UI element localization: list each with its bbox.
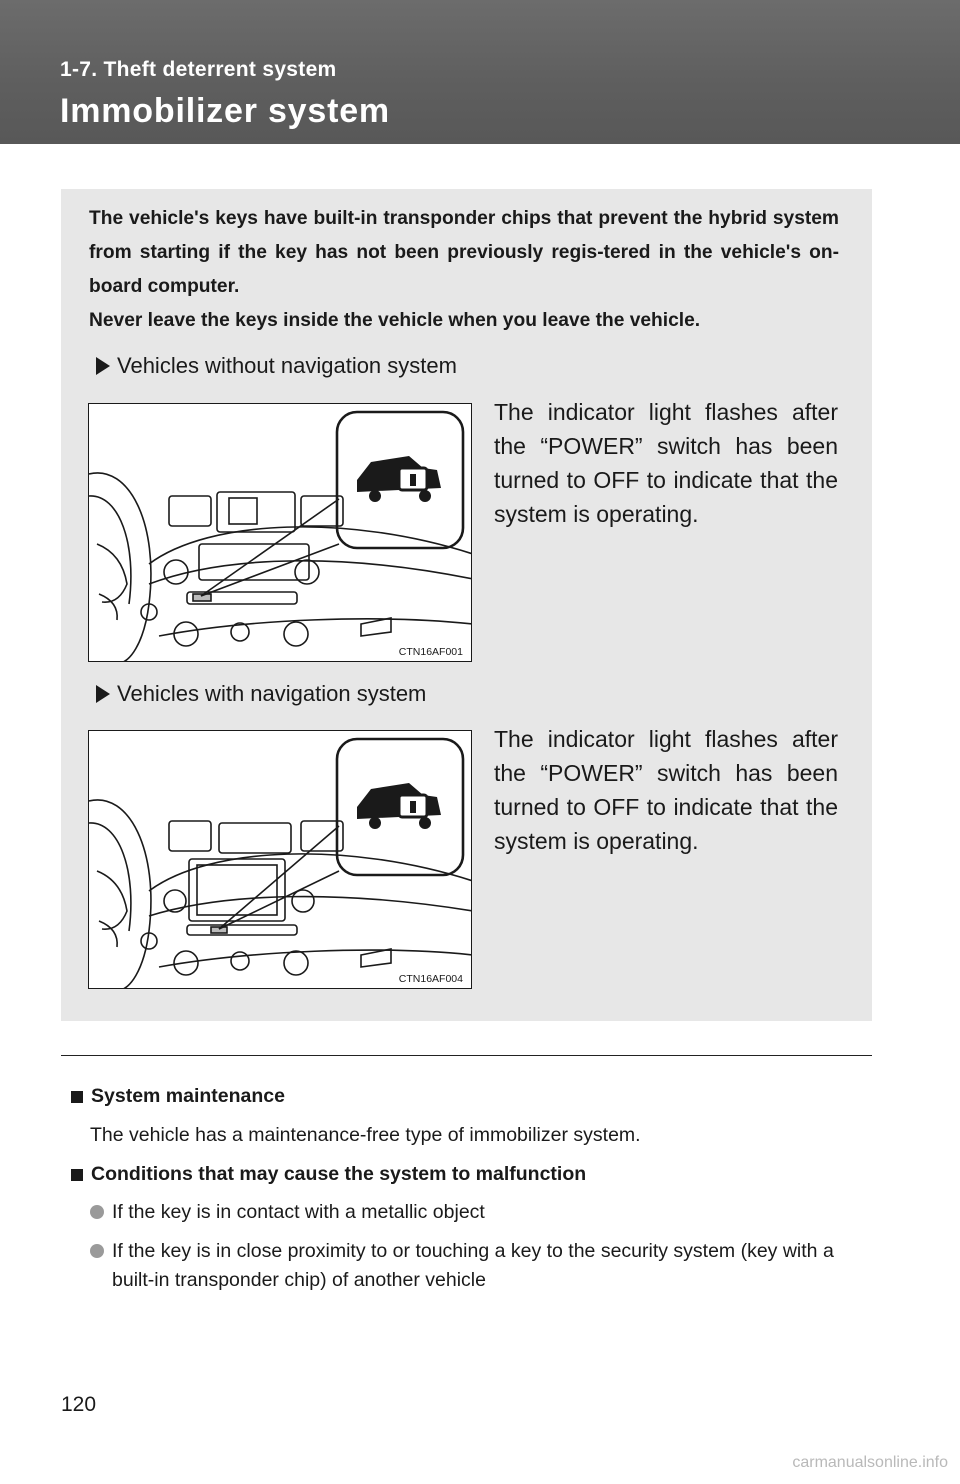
- dashboard-drawing: [89, 731, 472, 989]
- section-divider: [61, 1055, 872, 1056]
- section-label: 1-7. Theft deterrent system: [60, 58, 337, 81]
- watermark: carmanualsonline.info: [792, 1454, 948, 1471]
- variant-heading-nav: [96, 680, 426, 708]
- maintenance-heading: [71, 1085, 285, 1108]
- malfunction-heading: [71, 1163, 586, 1186]
- list-item-text: If the key is in close proximity to or touching a key to the security system (key with a built-in transponder chip) of another vehicle: [112, 1240, 834, 1291]
- intro-warning: Never leave the keys inside the vehicle when you leave the vehicle.: [89, 310, 701, 331]
- square-bullet-icon: [71, 1169, 83, 1181]
- circle-bullet-icon: [90, 1205, 104, 1219]
- page-title: Immobilizer system: [60, 92, 390, 130]
- variant-heading-label: Vehicles with navigation system: [117, 681, 427, 706]
- arrow-icon: [96, 357, 110, 375]
- page-header: [0, 0, 960, 144]
- dashboard-illustration-nav: [88, 730, 472, 989]
- intro-paragraph: The vehicle's keys have built-in transponder chips that prevent the hybrid system from starting if the key has not been previously regis-tered in the vehicle's on-board computer.: [89, 208, 839, 297]
- dashboard-drawing: [89, 404, 472, 662]
- dashboard-illustration-no-nav: [88, 403, 472, 662]
- variant-heading-no-nav: [96, 352, 457, 380]
- arrow-icon: [96, 685, 110, 703]
- security-indicator-icon: [357, 456, 441, 502]
- figure-id: CTN16AF001: [398, 646, 463, 658]
- malfunction-heading-label: Conditions that may cause the system to malfunction: [91, 1163, 587, 1185]
- list-item-text: If the key is in contact with a metallic object: [112, 1201, 485, 1223]
- security-indicator-icon: [357, 783, 441, 829]
- page-number: 120: [61, 1393, 97, 1416]
- maintenance-text: The vehicle has a maintenance-free type of immobilizer system.: [90, 1124, 641, 1146]
- variant-description-nav: The indicator light flashes after the “POWER” switch has been turned to OFF to indicate that the system is operating.: [494, 726, 838, 854]
- maintenance-heading-label: System maintenance: [91, 1085, 286, 1107]
- list-item: [90, 1198, 860, 1227]
- variant-description-no-nav: The indicator light flashes after the “POWER” switch has been turned to OFF to indicate that the system is operating.: [494, 399, 838, 527]
- figure-id: CTN16AF004: [398, 973, 463, 985]
- intro-text: [89, 202, 839, 338]
- square-bullet-icon: [71, 1091, 83, 1103]
- circle-bullet-icon: [90, 1244, 104, 1258]
- list-item: [90, 1237, 860, 1295]
- variant-heading-label: Vehicles without navigation system: [117, 353, 457, 378]
